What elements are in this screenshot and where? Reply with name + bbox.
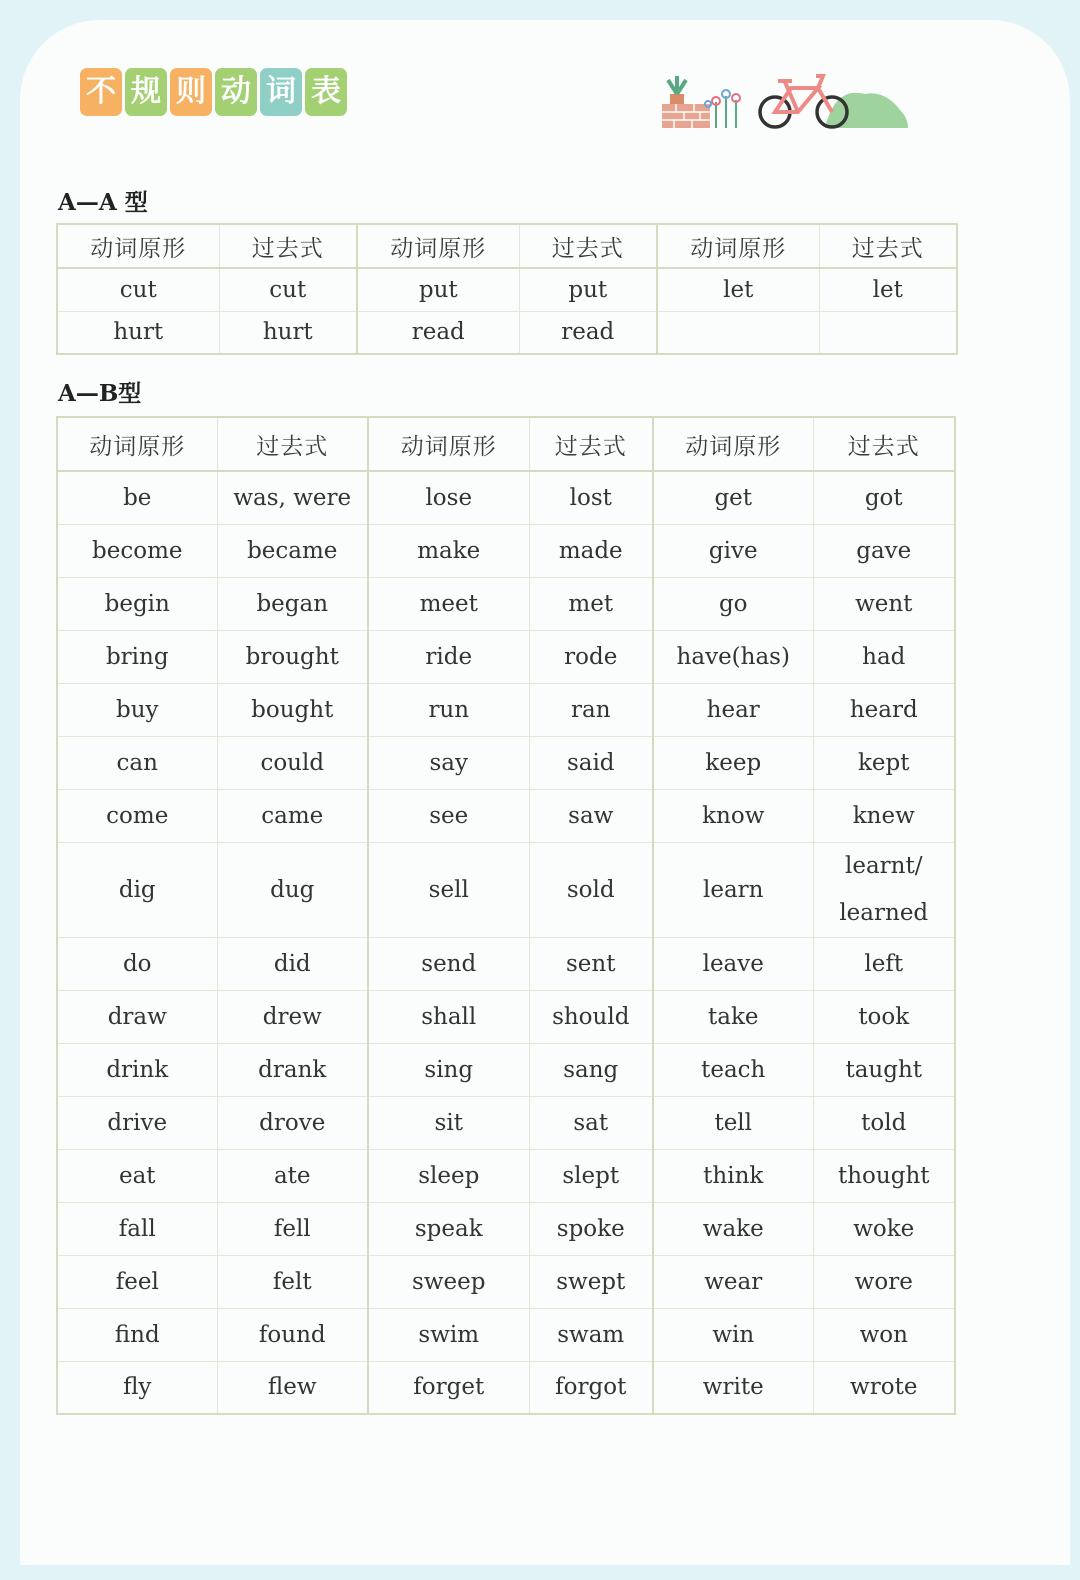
table-row — [57, 1255, 955, 1308]
past-tense-cell: went — [813, 577, 955, 630]
table-row — [57, 471, 955, 524]
base-form-cell: become — [57, 524, 217, 577]
base-form-cell: sell — [368, 842, 529, 937]
past-tense-cell: sent — [529, 937, 653, 990]
base-form-cell: dig — [57, 842, 217, 937]
brick-wall-icon — [662, 104, 710, 128]
base-form-cell: lose — [368, 471, 529, 524]
past-tense-cell: sold — [529, 842, 653, 937]
table-row — [57, 630, 955, 683]
past-tense-cell: dug — [217, 842, 368, 937]
past-tense-cell: bought — [217, 683, 368, 736]
base-form-cell: put — [357, 268, 519, 311]
base-form-cell: forget — [368, 1361, 529, 1414]
past-tense-cell: could — [217, 736, 368, 789]
table-row — [57, 1149, 955, 1202]
table-row — [57, 1361, 955, 1414]
past-tense-cell: knew — [813, 789, 955, 842]
past-tense-cell: said — [529, 736, 653, 789]
column-header-base: 动词原形 — [57, 224, 219, 268]
past-tense-cell: thought — [813, 1149, 955, 1202]
base-form-cell: drive — [57, 1096, 217, 1149]
table-row — [57, 577, 955, 630]
base-form-cell: do — [57, 937, 217, 990]
past-tense-cell — [819, 311, 957, 354]
verb-table-ab — [56, 416, 956, 1415]
past-tense-cell: brought — [217, 630, 368, 683]
base-form-cell: bring — [57, 630, 217, 683]
past-tense-cell: sat — [529, 1096, 653, 1149]
base-form-cell: sing — [368, 1043, 529, 1096]
past-tense-cell: rode — [529, 630, 653, 683]
column-header-past: 过去式 — [813, 417, 955, 471]
past-tense-cell: wrote — [813, 1361, 955, 1414]
base-form-cell: fall — [57, 1202, 217, 1255]
cell-text-line: learned — [839, 899, 929, 926]
table-row — [57, 524, 955, 577]
past-tense-cell: let — [819, 268, 957, 311]
base-form-cell: be — [57, 471, 217, 524]
past-tense-cell: won — [813, 1308, 955, 1361]
base-form-cell: feel — [57, 1255, 217, 1308]
base-form-cell: cut — [57, 268, 219, 311]
past-tense-cell: ran — [529, 683, 653, 736]
past-tense-cell: drank — [217, 1043, 368, 1096]
past-tense-cell: flew — [217, 1361, 368, 1414]
past-tense-cell: hurt — [219, 311, 357, 354]
base-form-cell: take — [653, 990, 813, 1043]
past-tense-cell: met — [529, 577, 653, 630]
section-heading-ab: A—B型 — [58, 380, 142, 407]
base-form-cell: speak — [368, 1202, 529, 1255]
table-row — [57, 842, 955, 937]
column-header-base: 动词原形 — [57, 417, 217, 471]
title-character-tile: 不 — [80, 68, 122, 116]
base-form-cell: swim — [368, 1308, 529, 1361]
base-form-cell: go — [653, 577, 813, 630]
past-tense-cell — [813, 842, 955, 937]
base-form-cell: get — [653, 471, 813, 524]
past-tense-cell: came — [217, 789, 368, 842]
base-form-cell: know — [653, 789, 813, 842]
base-form-cell: can — [57, 736, 217, 789]
past-tense-cell: ate — [217, 1149, 368, 1202]
past-tense-cell: put — [519, 268, 657, 311]
past-tense-cell: heard — [813, 683, 955, 736]
base-form-cell: tell — [653, 1096, 813, 1149]
base-form-cell — [657, 311, 819, 354]
past-tense-cell: fell — [217, 1202, 368, 1255]
base-form-cell: make — [368, 524, 529, 577]
past-tense-cell: kept — [813, 736, 955, 789]
base-form-cell: fly — [57, 1361, 217, 1414]
past-tense-cell: found — [217, 1308, 368, 1361]
cell-text-line: learnt/ — [845, 852, 923, 879]
base-form-cell: find — [57, 1308, 217, 1361]
past-tense-cell: cut — [219, 268, 357, 311]
past-tense-cell: slept — [529, 1149, 653, 1202]
column-header-past: 过去式 — [519, 224, 657, 268]
base-form-cell: hurt — [57, 311, 219, 354]
base-form-cell: wear — [653, 1255, 813, 1308]
flowers-icon — [705, 90, 740, 128]
table-row — [57, 1043, 955, 1096]
past-tense-cell: spoke — [529, 1202, 653, 1255]
table-row — [57, 1202, 955, 1255]
column-header-base: 动词原形 — [653, 417, 813, 471]
column-header-base: 动词原形 — [368, 417, 529, 471]
column-header-past: 过去式 — [217, 417, 368, 471]
section-heading-aa: A—A 型 — [58, 189, 148, 216]
base-form-cell: say — [368, 736, 529, 789]
base-form-cell: ride — [368, 630, 529, 683]
base-form-cell: give — [653, 524, 813, 577]
base-form-cell: see — [368, 789, 529, 842]
past-tense-cell: forgot — [529, 1361, 653, 1414]
past-tense-cell: did — [217, 937, 368, 990]
title-character-tile: 词 — [260, 68, 302, 116]
past-tense-cell: made — [529, 524, 653, 577]
base-form-cell: wake — [653, 1202, 813, 1255]
column-header-past: 过去式 — [219, 224, 357, 268]
past-tense-cell: told — [813, 1096, 955, 1149]
title-character-tile: 表 — [305, 68, 347, 116]
base-form-cell: keep — [653, 736, 813, 789]
base-form-cell: sit — [368, 1096, 529, 1149]
base-form-cell: send — [368, 937, 529, 990]
table-row — [57, 937, 955, 990]
base-form-cell: begin — [57, 577, 217, 630]
past-tense-cell: gave — [813, 524, 955, 577]
past-tense-cell: got — [813, 471, 955, 524]
column-header-past: 过去式 — [819, 224, 957, 268]
past-tense-cell: drove — [217, 1096, 368, 1149]
past-tense-cell: was, were — [217, 471, 368, 524]
past-tense-cell: read — [519, 311, 657, 354]
potted-plant-icon — [668, 76, 686, 104]
past-tense-cell: swam — [529, 1308, 653, 1361]
base-form-cell: leave — [653, 937, 813, 990]
title-character-tile: 则 — [170, 68, 212, 116]
column-header-base: 动词原形 — [657, 224, 819, 268]
base-form-cell: read — [357, 311, 519, 354]
past-tense-cell: taught — [813, 1043, 955, 1096]
base-form-cell: drink — [57, 1043, 217, 1096]
base-form-cell: have(has) — [653, 630, 813, 683]
column-header-base: 动词原形 — [357, 224, 519, 268]
past-tense-cell: felt — [217, 1255, 368, 1308]
base-form-cell: think — [653, 1149, 813, 1202]
base-form-cell: win — [653, 1308, 813, 1361]
base-form-cell: write — [653, 1361, 813, 1414]
title-character-tile: 规 — [125, 68, 167, 116]
base-form-cell: learn — [653, 842, 813, 937]
base-form-cell: run — [368, 683, 529, 736]
column-header-past: 过去式 — [529, 417, 653, 471]
base-form-cell: teach — [653, 1043, 813, 1096]
base-form-cell: buy — [57, 683, 217, 736]
past-tense-cell: began — [217, 577, 368, 630]
table-row — [57, 789, 955, 842]
table-row — [57, 311, 957, 354]
table-row — [57, 683, 955, 736]
past-tense-cell: sang — [529, 1043, 653, 1096]
past-tense-cell: had — [813, 630, 955, 683]
past-tense-cell: left — [813, 937, 955, 990]
base-form-cell: meet — [368, 577, 529, 630]
table-row — [57, 1308, 955, 1361]
page-title — [80, 68, 347, 116]
past-tense-cell: drew — [217, 990, 368, 1043]
base-form-cell: sleep — [368, 1149, 529, 1202]
verb-table-aa — [56, 223, 958, 355]
base-form-cell: shall — [368, 990, 529, 1043]
past-tense-cell: swept — [529, 1255, 653, 1308]
past-tense-cell: took — [813, 990, 955, 1043]
past-tense-cell: saw — [529, 789, 653, 842]
past-tense-cell: lost — [529, 471, 653, 524]
past-tense-cell: became — [217, 524, 368, 577]
past-tense-cell: wore — [813, 1255, 955, 1308]
past-tense-cell: woke — [813, 1202, 955, 1255]
title-character-tile: 动 — [215, 68, 257, 116]
decoration-illustration — [660, 68, 910, 134]
base-form-cell: hear — [653, 683, 813, 736]
table-row — [57, 1096, 955, 1149]
base-form-cell: let — [657, 268, 819, 311]
base-form-cell: eat — [57, 1149, 217, 1202]
table-row — [57, 736, 955, 789]
base-form-cell: sweep — [368, 1255, 529, 1308]
past-tense-cell: should — [529, 990, 653, 1043]
table-row — [57, 990, 955, 1043]
base-form-cell: come — [57, 789, 217, 842]
table-row — [57, 268, 957, 311]
base-form-cell: draw — [57, 990, 217, 1043]
